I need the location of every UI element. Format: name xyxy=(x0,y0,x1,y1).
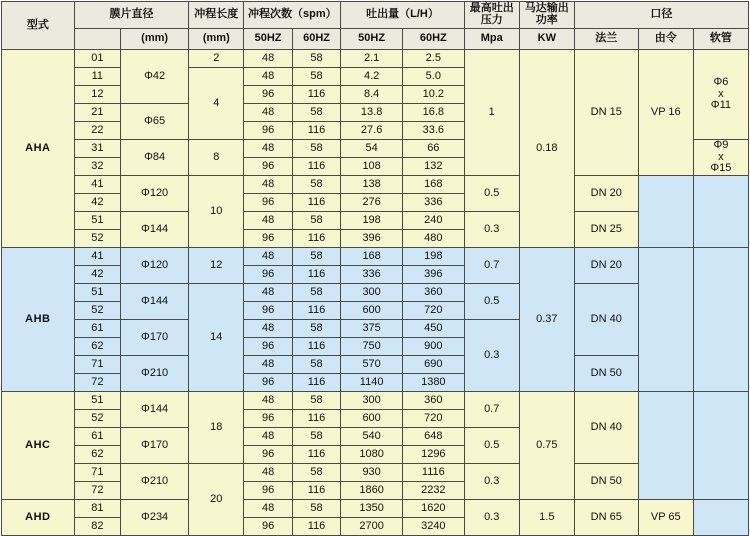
spm60-cell: 116 xyxy=(292,122,340,140)
bore-hose-cell xyxy=(693,176,748,248)
spm50-cell: 96 xyxy=(244,122,292,140)
spm50-cell: 48 xyxy=(244,104,292,122)
flow60-cell: 168 xyxy=(402,176,464,194)
flow50-cell: 54 xyxy=(341,140,403,158)
spm50-cell: 96 xyxy=(244,446,292,464)
model-code-cell: 52 xyxy=(74,302,120,320)
flow50-cell: 540 xyxy=(341,428,403,446)
flow50-cell: 600 xyxy=(341,302,403,320)
bore-union-cell xyxy=(638,392,693,500)
flow50-cell: 138 xyxy=(341,176,403,194)
spm50-cell: 96 xyxy=(244,374,292,392)
stroke-length-cell: 14 xyxy=(189,284,244,392)
spm60-cell: 58 xyxy=(292,464,340,482)
model-code-cell: 72 xyxy=(74,482,120,500)
model-code-cell: 41 xyxy=(74,248,120,266)
flow50-cell: 600 xyxy=(341,410,403,428)
model-code-cell: 32 xyxy=(74,158,120,176)
max-pressure-cell: 0.5 xyxy=(464,428,519,464)
header-bore: 口径 xyxy=(574,2,748,29)
spm60-cell: 58 xyxy=(292,284,340,302)
flow60-cell: 690 xyxy=(402,356,464,374)
table-body xyxy=(2,50,749,536)
spm60-cell: 116 xyxy=(292,302,340,320)
flow60-cell: 900 xyxy=(402,338,464,356)
spm60-cell: 116 xyxy=(292,446,340,464)
flow50-cell: 13.8 xyxy=(341,104,403,122)
flow50-cell: 168 xyxy=(341,248,403,266)
flow60-cell: 1620 xyxy=(402,500,464,518)
spm60-cell: 116 xyxy=(292,410,340,428)
spm50-cell: 96 xyxy=(244,410,292,428)
spm50-cell: 48 xyxy=(244,428,292,446)
motor-power-cell: 0.75 xyxy=(519,392,574,500)
bore-flange-cell: DN 20 xyxy=(574,248,638,284)
spm50-cell: 48 xyxy=(244,248,292,266)
header-power-unit: KW xyxy=(519,29,574,50)
header-flow-60hz: 60HZ xyxy=(402,29,464,50)
motor-power-cell: 1.5 xyxy=(519,500,574,536)
header-spm-60hz: 60HZ xyxy=(292,29,340,50)
model-code-cell: 62 xyxy=(74,338,120,356)
model-code-cell: 51 xyxy=(74,284,120,302)
spm60-cell: 116 xyxy=(292,158,340,176)
table-row xyxy=(2,284,749,302)
bore-hose-cell xyxy=(693,248,748,392)
flow60-cell: 720 xyxy=(402,410,464,428)
header-bore-union: 由令 xyxy=(638,29,693,50)
spm60-cell: 116 xyxy=(292,230,340,248)
bore-union-cell: VP 65 xyxy=(638,500,693,536)
spm60-cell: 58 xyxy=(292,176,340,194)
stroke-length-cell: 18 xyxy=(189,392,244,464)
model-code-cell: 62 xyxy=(74,446,120,464)
model-code-cell: 52 xyxy=(74,230,120,248)
flow60-cell: 1380 xyxy=(402,374,464,392)
header-membrane-diameter-label: 膜片直径 xyxy=(109,8,154,21)
flow60-cell: 396 xyxy=(402,266,464,284)
table-row xyxy=(2,50,749,68)
membrane-diameter-cell: Φ170 xyxy=(120,428,188,464)
flow60-cell: 336 xyxy=(402,194,464,212)
membrane-diameter-cell: Φ120 xyxy=(120,176,188,212)
header-spm-50hz: 50HZ xyxy=(244,29,292,50)
spec-sheet xyxy=(0,1,750,532)
spm50-cell: 48 xyxy=(244,320,292,338)
flow60-cell: 360 xyxy=(402,284,464,302)
flow60-cell: 5.0 xyxy=(402,68,464,86)
stroke-length-cell: 8 xyxy=(189,140,244,176)
model-code-cell: 01 xyxy=(74,50,120,68)
header-bore-hose: 软管 xyxy=(693,29,748,50)
spm60-cell: 58 xyxy=(292,212,340,230)
model-code-cell: 81 xyxy=(74,500,120,518)
flow50-cell: 2700 xyxy=(341,518,403,536)
header-stroke-unit: (mm) xyxy=(189,29,244,50)
membrane-diameter-cell: Φ210 xyxy=(120,464,188,500)
spm50-cell: 96 xyxy=(244,86,292,104)
spm50-cell: 96 xyxy=(244,302,292,320)
flow60-cell: 66 xyxy=(402,140,464,158)
spm60-cell: 58 xyxy=(292,392,340,410)
table-row xyxy=(2,392,749,410)
model-code-cell: 72 xyxy=(74,374,120,392)
spm60-cell: 58 xyxy=(292,500,340,518)
bore-flange-cell: DN 25 xyxy=(574,212,638,248)
model-code-cell: 82 xyxy=(74,518,120,536)
spm50-cell: 48 xyxy=(244,68,292,86)
model-code-cell: 61 xyxy=(74,428,120,446)
spm50-cell: 96 xyxy=(244,266,292,284)
spm50-cell: 48 xyxy=(244,500,292,518)
spm50-cell: 48 xyxy=(244,464,292,482)
model-code-cell: 41 xyxy=(74,176,120,194)
membrane-diameter-cell: Φ144 xyxy=(120,284,188,320)
model-code-cell: 21 xyxy=(74,104,120,122)
model-code-cell: 51 xyxy=(74,212,120,230)
max-pressure-cell: 1 xyxy=(464,50,519,176)
bore-flange-cell: DN 40 xyxy=(574,284,638,356)
header-row-2 xyxy=(2,29,749,50)
flow50-cell: 570 xyxy=(341,356,403,374)
bore-union-cell xyxy=(638,248,693,392)
flow50-cell: 27.6 xyxy=(341,122,403,140)
flow50-cell: 300 xyxy=(341,392,403,410)
membrane-diameter-cell: Φ120 xyxy=(120,248,188,284)
bore-flange-cell: DN 50 xyxy=(574,464,638,500)
bore-union-cell xyxy=(638,176,693,248)
spm60-cell: 116 xyxy=(292,482,340,500)
model-code-cell: 52 xyxy=(74,410,120,428)
model-cell: AHD xyxy=(2,500,75,536)
flow50-cell: 1080 xyxy=(341,446,403,464)
flow60-cell: 16.8 xyxy=(402,104,464,122)
spm50-cell: 96 xyxy=(244,482,292,500)
membrane-diameter-cell: Φ144 xyxy=(120,392,188,428)
spm50-cell: 48 xyxy=(244,212,292,230)
model-cell: AHC xyxy=(2,392,75,500)
model-code-cell: 12 xyxy=(74,86,120,104)
spm60-cell: 116 xyxy=(292,266,340,284)
bore-union-cell: VP 16 xyxy=(638,50,693,176)
flow60-cell: 10.2 xyxy=(402,86,464,104)
header-row-1 xyxy=(2,2,749,29)
spm50-cell: 96 xyxy=(244,338,292,356)
bore-flange-cell: DN 15 xyxy=(574,50,638,176)
spm60-cell: 116 xyxy=(292,194,340,212)
model-cell: AHB xyxy=(2,248,75,392)
flow50-cell: 1350 xyxy=(341,500,403,518)
header-pressure-unit: Mpa xyxy=(464,29,519,50)
table-row xyxy=(2,176,749,194)
bore-flange-cell: DN 50 xyxy=(574,356,638,392)
motor-power-cell: 0.37 xyxy=(519,248,574,392)
spm50-cell: 48 xyxy=(244,356,292,374)
spm60-cell: 116 xyxy=(292,518,340,536)
flow50-cell: 336 xyxy=(341,266,403,284)
table-row xyxy=(2,464,749,482)
spm50-cell: 96 xyxy=(244,158,292,176)
header-stroke-count: 冲程次数（spm） xyxy=(244,2,341,29)
flow50-cell: 1140 xyxy=(341,374,403,392)
membrane-diameter-cell: Φ170 xyxy=(120,320,188,356)
flow60-cell: 1116 xyxy=(402,464,464,482)
bore-hose-cell: Φ6 x Φ11 xyxy=(693,50,748,140)
flow60-cell: 450 xyxy=(402,320,464,338)
flow50-cell: 198 xyxy=(341,212,403,230)
max-pressure-cell: 0.7 xyxy=(464,248,519,284)
header-flow-50hz: 50HZ xyxy=(341,29,403,50)
spm60-cell: 58 xyxy=(292,320,340,338)
stroke-length-cell: 2 xyxy=(189,50,244,68)
spm60-cell: 116 xyxy=(292,86,340,104)
model-cell: AHA xyxy=(2,50,75,248)
max-pressure-cell: 0.3 xyxy=(464,212,519,248)
model-code-cell: 61 xyxy=(74,320,120,338)
flow60-cell: 2232 xyxy=(402,482,464,500)
model-code-cell: 42 xyxy=(74,266,120,284)
table-row xyxy=(2,248,749,266)
header-membrane-code xyxy=(74,29,120,50)
flow60-cell: 132 xyxy=(402,158,464,176)
spm60-cell: 58 xyxy=(292,104,340,122)
spm60-cell: 116 xyxy=(292,374,340,392)
header-flow-rate: 吐出量（L/H） xyxy=(341,2,464,29)
header-model: 型式 xyxy=(2,2,75,50)
spm60-cell: 58 xyxy=(292,50,340,68)
stroke-length-cell: 12 xyxy=(189,248,244,284)
max-pressure-cell: 0.3 xyxy=(464,320,519,392)
header-membrane-diameter xyxy=(74,2,189,29)
flow60-cell: 240 xyxy=(402,212,464,230)
model-code-cell: 71 xyxy=(74,464,120,482)
table-row xyxy=(2,500,749,518)
bore-flange-cell: DN 40 xyxy=(574,392,638,464)
flow60-cell: 3240 xyxy=(402,518,464,536)
flow50-cell: 4.2 xyxy=(341,68,403,86)
specification-table xyxy=(1,1,749,536)
flow60-cell: 2.5 xyxy=(402,50,464,68)
bore-hose-cell xyxy=(693,392,748,500)
header-max-pressure: 最高吐出压力 xyxy=(464,2,519,29)
model-code-cell: 71 xyxy=(74,356,120,374)
max-pressure-cell: 0.3 xyxy=(464,500,519,536)
model-code-cell: 22 xyxy=(74,122,120,140)
spm50-cell: 96 xyxy=(244,194,292,212)
flow50-cell: 930 xyxy=(341,464,403,482)
bore-hose-cell xyxy=(693,500,748,536)
flow60-cell: 648 xyxy=(402,428,464,446)
stroke-length-cell: 10 xyxy=(189,176,244,248)
max-pressure-cell: 0.5 xyxy=(464,176,519,212)
flow60-cell: 33.6 xyxy=(402,122,464,140)
table-row xyxy=(2,356,749,374)
header-bore-flange: 法兰 xyxy=(574,29,638,50)
spm60-cell: 58 xyxy=(292,356,340,374)
bore-flange-cell: DN 20 xyxy=(574,176,638,212)
spm50-cell: 48 xyxy=(244,140,292,158)
model-code-cell: 42 xyxy=(74,194,120,212)
membrane-diameter-cell: Φ144 xyxy=(120,212,188,248)
spm50-cell: 96 xyxy=(244,518,292,536)
bore-flange-cell: DN 65 xyxy=(574,500,638,536)
header-membrane-unit: (mm) xyxy=(120,29,188,50)
spm50-cell: 48 xyxy=(244,50,292,68)
flow50-cell: 300 xyxy=(341,284,403,302)
flow50-cell: 1860 xyxy=(341,482,403,500)
membrane-diameter-cell: Φ84 xyxy=(120,140,188,176)
membrane-diameter-cell: Φ234 xyxy=(120,500,188,536)
header-stroke-length: 冲程长度 xyxy=(189,2,244,29)
spm60-cell: 58 xyxy=(292,140,340,158)
spm50-cell: 48 xyxy=(244,176,292,194)
model-code-cell: 11 xyxy=(74,68,120,86)
motor-power-cell: 0.18 xyxy=(519,50,574,248)
stroke-length-cell: 4 xyxy=(189,68,244,140)
spm50-cell: 48 xyxy=(244,392,292,410)
membrane-diameter-cell: Φ210 xyxy=(120,356,188,392)
spm60-cell: 58 xyxy=(292,428,340,446)
max-pressure-cell: 0.3 xyxy=(464,464,519,500)
max-pressure-cell: 0.5 xyxy=(464,284,519,320)
spm50-cell: 48 xyxy=(244,284,292,302)
flow60-cell: 198 xyxy=(402,248,464,266)
flow50-cell: 396 xyxy=(341,230,403,248)
flow50-cell: 375 xyxy=(341,320,403,338)
spm60-cell: 58 xyxy=(292,248,340,266)
bore-hose-cell: Φ9 x Φ15 xyxy=(693,140,748,176)
model-code-cell: 31 xyxy=(74,140,120,158)
stroke-length-cell: 20 xyxy=(189,464,244,536)
flow60-cell: 480 xyxy=(402,230,464,248)
flow60-cell: 720 xyxy=(402,302,464,320)
flow50-cell: 2.1 xyxy=(341,50,403,68)
flow60-cell: 360 xyxy=(402,392,464,410)
header-motor-power: 马达输出功率 xyxy=(519,2,574,29)
max-pressure-cell: 0.7 xyxy=(464,392,519,428)
model-code-cell: 51 xyxy=(74,392,120,410)
flow60-cell: 1296 xyxy=(402,446,464,464)
spm60-cell: 116 xyxy=(292,338,340,356)
spm60-cell: 58 xyxy=(292,68,340,86)
spm50-cell: 96 xyxy=(244,230,292,248)
flow50-cell: 108 xyxy=(341,158,403,176)
flow50-cell: 8.4 xyxy=(341,86,403,104)
flow50-cell: 750 xyxy=(341,338,403,356)
membrane-diameter-cell: Φ42 xyxy=(120,50,188,104)
membrane-diameter-cell: Φ65 xyxy=(120,104,188,140)
flow50-cell: 276 xyxy=(341,194,403,212)
table-row xyxy=(2,212,749,230)
